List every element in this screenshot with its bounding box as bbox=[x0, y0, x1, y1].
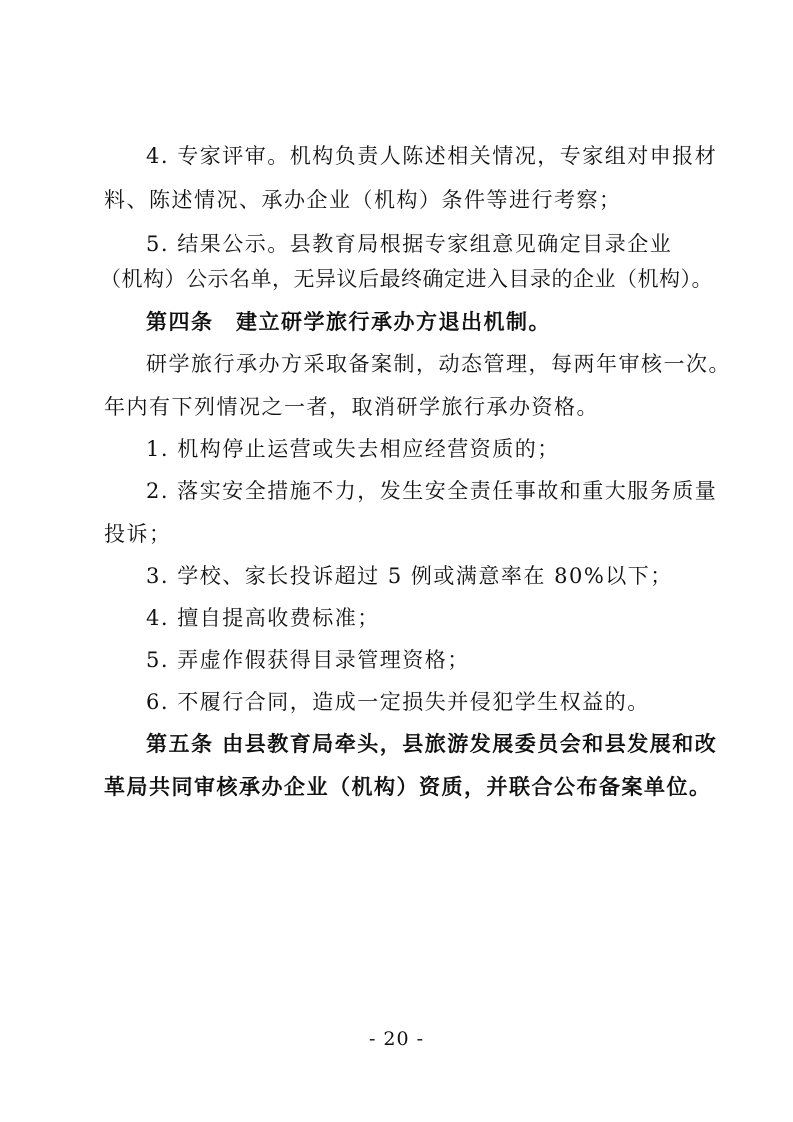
text-line-7: 年内有下列情况之一者，取消研学旅行承办资格。 bbox=[104, 395, 599, 419]
page-number: - 20 - bbox=[368, 1028, 425, 1050]
list-item-5: 5. 弄虚作假获得目录管理资格； bbox=[146, 648, 470, 672]
list-item-1: 1. 机构停止运营或失去相应经营资质的； bbox=[146, 437, 560, 461]
text-line-3: 5. 结果公示。县教育局根据专家组意见确定目录企业 bbox=[146, 232, 673, 256]
text-line-2: 料、陈述情况、承办企业（机构）条件等进行考察； bbox=[104, 188, 622, 212]
text-line-4: （机构）公示名单，无异议后最终确定进入目录的企业（机构）。 bbox=[100, 267, 713, 291]
list-item-2-cont: 投诉； bbox=[104, 522, 172, 546]
list-item-2: 2. 落实安全措施不力，发生安全责任事故和重大服务质量 bbox=[146, 479, 718, 503]
article-5-line-1: 第五条 由县教育局牵头，县旅游发展委员会和县发展和改 bbox=[146, 731, 718, 756]
article-5-line-2: 革局共同审核承办企业（机构）资质，并联合公布备案单位。 bbox=[104, 774, 712, 799]
list-item-6: 6. 不履行合同，造成一定损失并侵犯学生权益的。 bbox=[146, 690, 650, 714]
text-line-1: 4. 专家评审。机构负责人陈述相关情况，专家组对申报材 bbox=[146, 144, 718, 168]
list-item-3: 3. 学校、家长投诉超过 5 例或满意率在 80%以下； bbox=[146, 564, 673, 588]
article-4-heading: 第四条 建立研学旅行承办方退出机制。 bbox=[146, 309, 551, 334]
text-line-6: 研学旅行承办方采取备案制，动态管理，每两年审核一次。 bbox=[146, 352, 731, 376]
list-item-4: 4. 擅自提高收费标准； bbox=[146, 606, 380, 630]
